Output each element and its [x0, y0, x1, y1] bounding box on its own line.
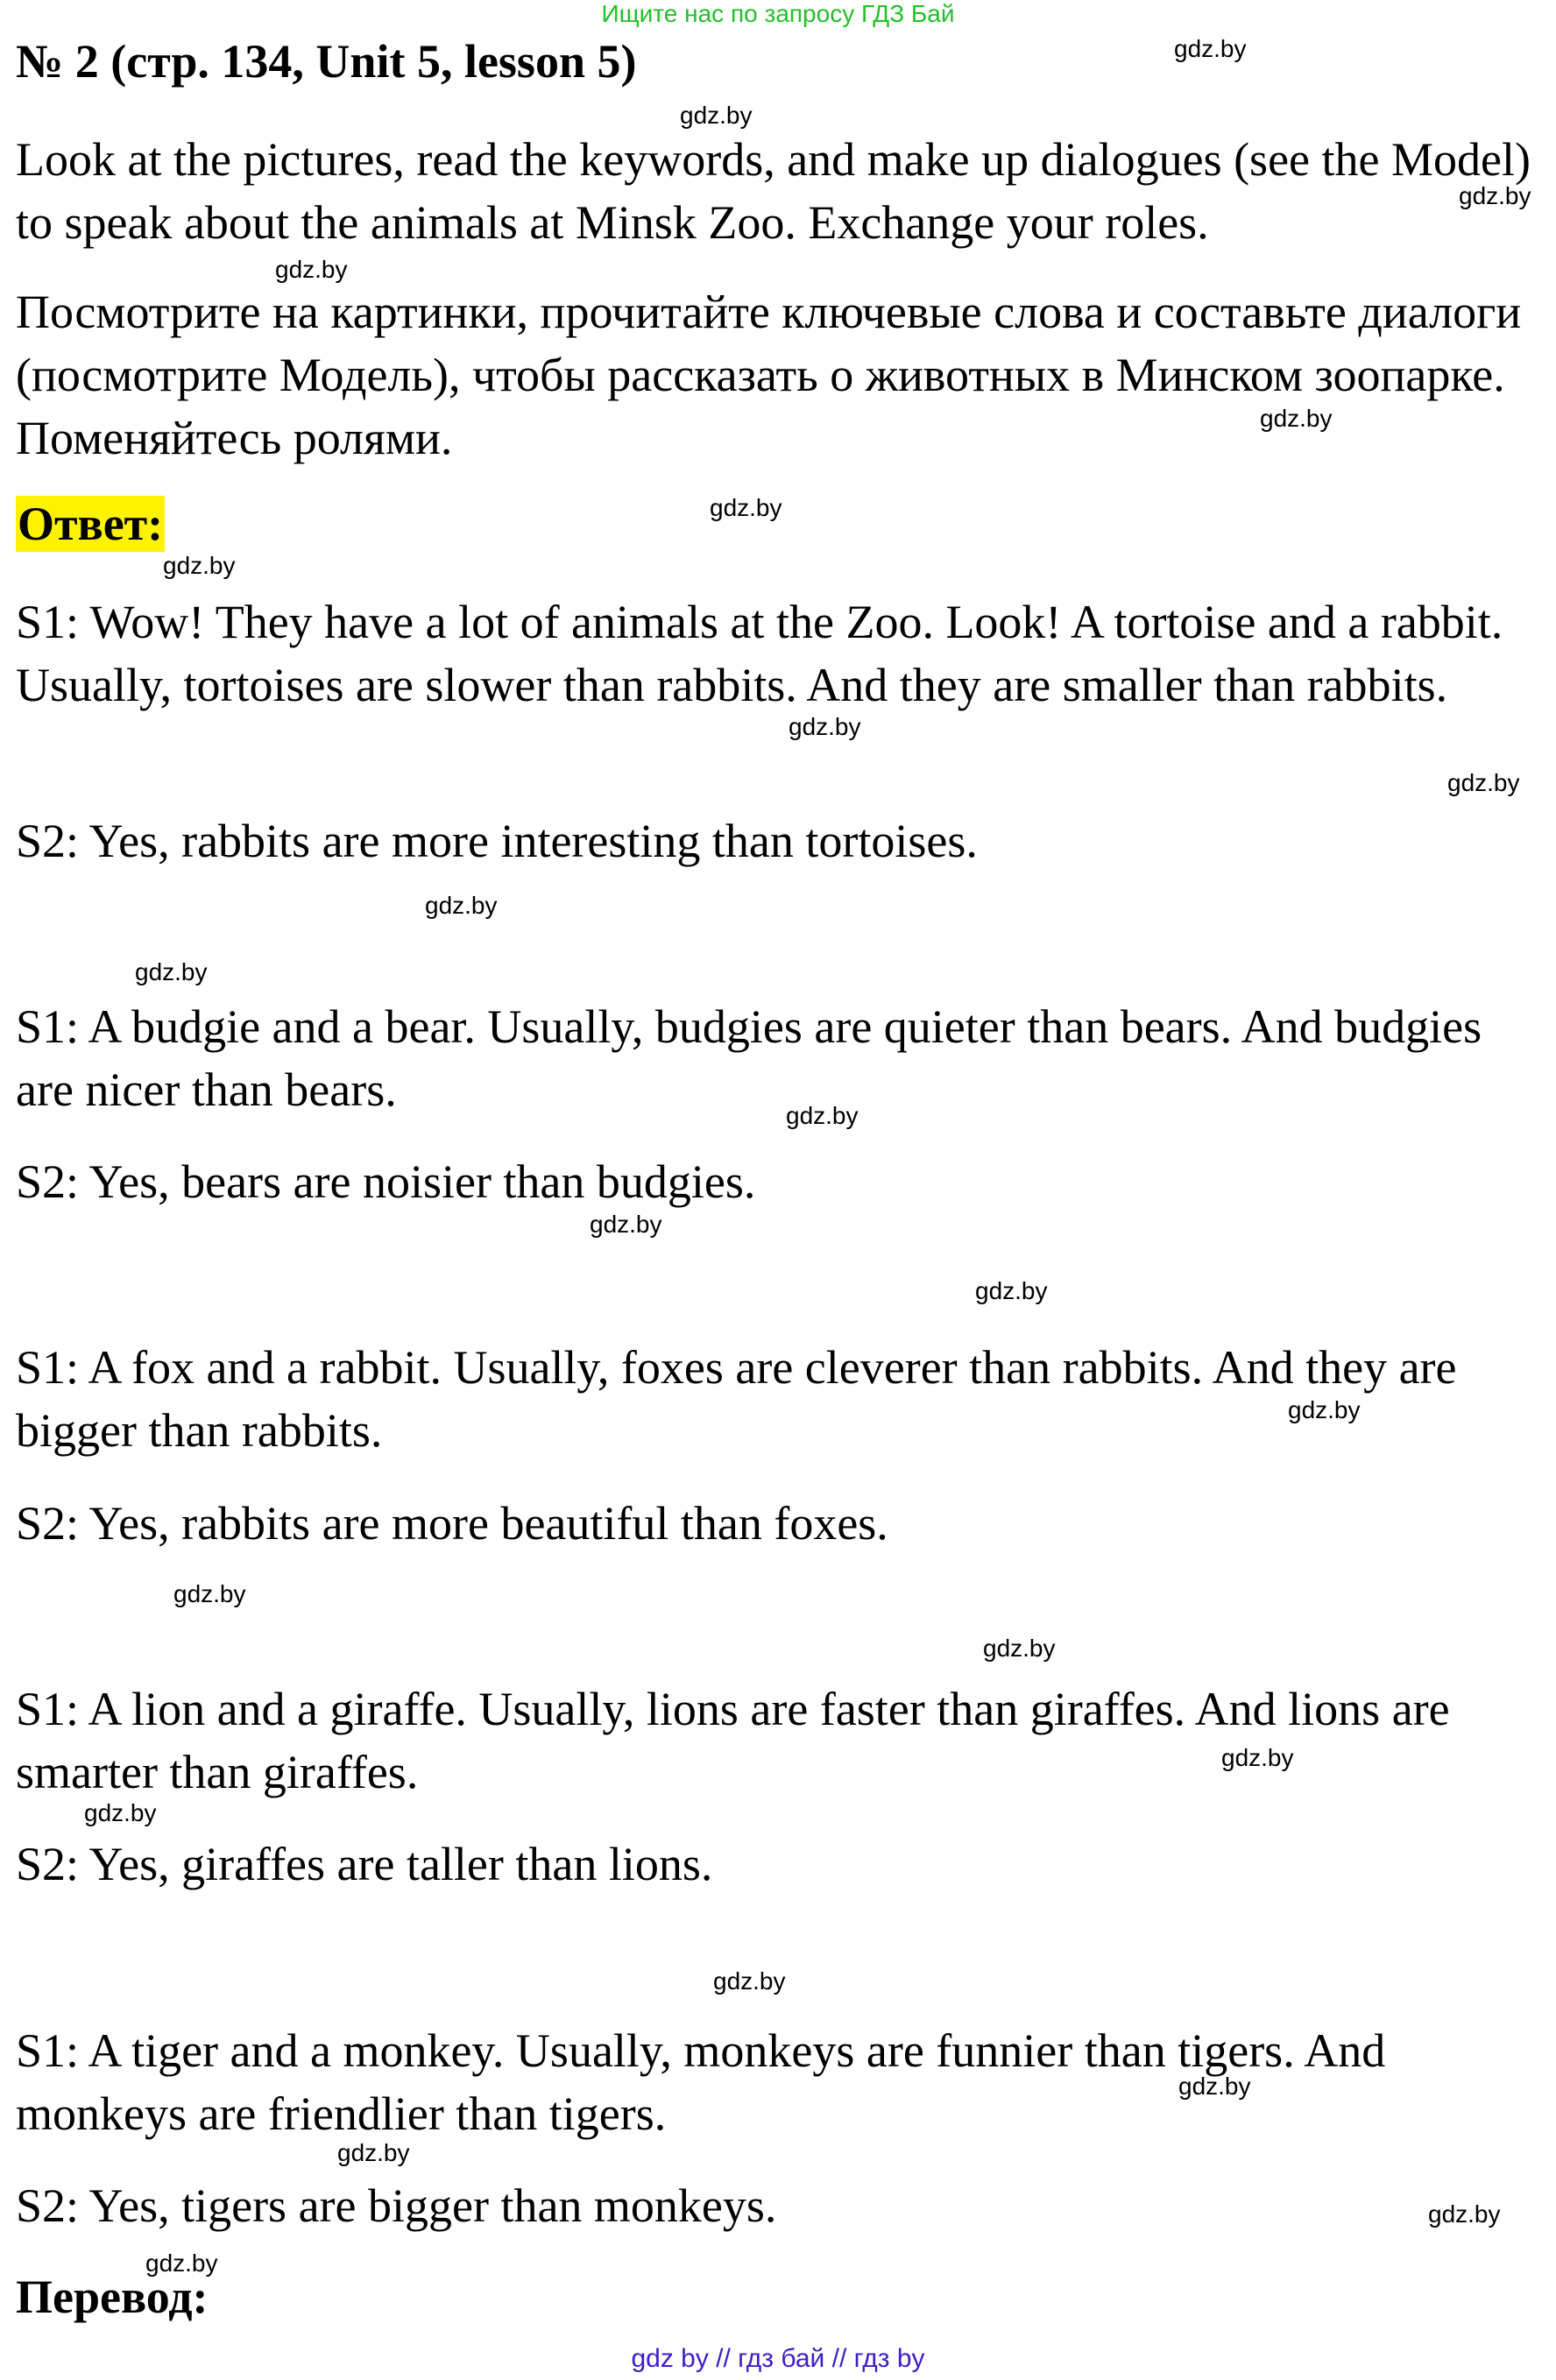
dialogue-2-s1: S1: A budgie and a bear. Usually, budgies are quieter than bears. And budgies are nicer than bears. [16, 1000, 1482, 1116]
watermark: gdz.by [710, 494, 782, 521]
watermark: gdz.by [590, 1211, 662, 1238]
watermark: gdz.by [680, 102, 753, 129]
watermark: gdz.by [425, 892, 498, 919]
footer-links[interactable]: gdz by // гдз бай // гдз by [631, 2344, 925, 2373]
answer-label: Ответ: [18, 498, 164, 550]
dialogue-3-s1: S1: A fox and a rabbit. Usually, foxes are cleverer than rabbits. And they are bigger than rabbits. [16, 1341, 1457, 1457]
watermark: gdz.by [1174, 35, 1247, 62]
watermark: gdz.by [786, 1102, 859, 1129]
dialogue-3-s2: S2: Yes, rabbits are more beautiful than foxes. [16, 1497, 888, 1550]
watermark: gdz.by [1459, 182, 1531, 209]
watermark: gdz.by [975, 1277, 1048, 1304]
watermark: gdz.by [1221, 1744, 1294, 1771]
watermark: gdz.by [983, 1635, 1056, 1662]
dialogue-4-s1: S1: A lion and a giraffe. Usually, lions are faster than giraffes. And lions are smarter than giraffes. [16, 1683, 1450, 1798]
watermark: gdz.by [1260, 405, 1333, 432]
task-text-ru: Посмотрите на картинки, прочитайте ключевые слова и составьте диалоги (посмотрите Модель), чтобы рассказать о животных в Минском зоопарке. Поменяйтесь ролями. [16, 286, 1522, 464]
dialogue-4-s2: S2: Yes, giraffes are taller than lions. [16, 1838, 713, 1890]
watermark: gdz.by [135, 958, 208, 985]
watermark: gdz.by [1428, 2200, 1501, 2228]
translation-label: Перевод: [16, 2271, 209, 2323]
watermark: gdz.by [163, 552, 236, 579]
dialogue-5-s2: S2: Yes, tigers are bigger than monkeys. [16, 2179, 777, 2232]
watermark: gdz.by [789, 713, 861, 740]
watermark: gdz.by [1288, 1396, 1361, 1423]
watermark: gdz.by [275, 256, 348, 283]
watermark: gdz.by [1447, 769, 1520, 796]
watermark: gdz.by [713, 1967, 786, 1995]
dialogue-5-s1: S1: A tiger and a monkey. Usually, monkeys are funnier than tigers. And monkeys are friendlier than tigers. [16, 2024, 1386, 2140]
top-search-link[interactable]: Ищите нас по запросу ГДЗ Бай [601, 0, 955, 27]
dialogue-1-s1: S1: Wow! They have a lot of animals at the Zoo. Look! A tortoise and a rabbit. Usually, tortoises are slower than rabbits. And they are smaller than rabbits. [16, 596, 1503, 711]
watermark: gdz.by [173, 1580, 246, 1607]
watermark: gdz.by [84, 1799, 157, 1826]
watermark: gdz.by [145, 2249, 218, 2277]
task-text-en: Look at the pictures, read the keywords, and make up dialogues (see the Model) to speak about the animals at Minsk Zoo. Exchange your roles. [16, 133, 1531, 249]
watermark: gdz.by [1178, 2073, 1251, 2100]
dialogue-1-s2: S2: Yes, rabbits are more interesting than tortoises. [16, 815, 978, 867]
exercise-heading: № 2 (стр. 134, Unit 5, lesson 5) [16, 35, 637, 88]
watermark: gdz.by [337, 2139, 410, 2166]
dialogue-2-s2: S2: Yes, bears are noisier than budgies. [16, 1155, 756, 1208]
